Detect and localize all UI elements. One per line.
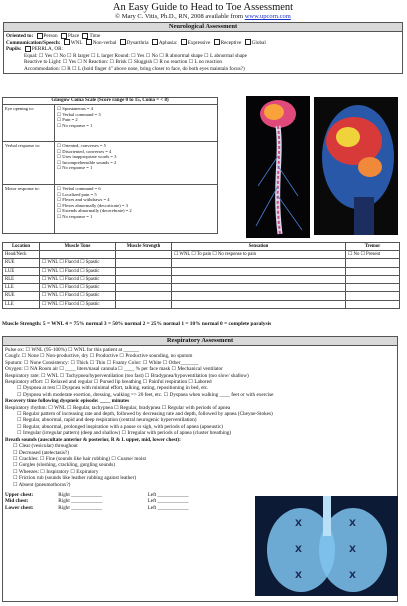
resp-line[interactable]: ☐ Regular pattern of increasing rate and depth, followed by decreasing rate and depth, followed by apnea (Cheyne-Stokes): [17, 411, 273, 418]
chest-right-field[interactable]: Right ____________: [58, 498, 103, 505]
pupils-option: PERRLA, OR:: [31, 46, 64, 53]
resp-line[interactable]: Recovery time following dyspneic episode: ____ minutes: [5, 398, 130, 405]
gcs-option[interactable]: ☐ Oriented, converses = 5: [57, 143, 106, 148]
page-title: An Easy Guide to Head to Toe Assessment: [112, 2, 294, 13]
gcs-options: [55, 105, 217, 142]
equal-row[interactable]: Equal: ☐ Yes ☐ No ☐ R larger ☐ L larger Round: ☐ Yes ☐ No ☐ R abnormal shape ☐ L abnormal shape: [24, 52, 247, 59]
gcs-label: Eye opening to:: [3, 105, 55, 142]
checkbox[interactable]: [25, 46, 31, 52]
checkbox[interactable]: [86, 39, 92, 45]
checkbox[interactable]: [82, 33, 88, 39]
gcs-option[interactable]: ☐ No response = 1: [57, 213, 93, 219]
chest-right-field[interactable]: Right ____________: [58, 504, 103, 511]
strength-cell[interactable]: [116, 276, 172, 284]
location-cell: LLE: [3, 301, 40, 308]
resp-line[interactable]: ☐ Decreased (atelectasis?): [13, 449, 69, 456]
strength-cell[interactable]: [116, 259, 172, 267]
comm-option: Non-verbal: [92, 39, 117, 46]
gcs-options: [55, 185, 217, 233]
website-link[interactable]: www.upcorn.com: [244, 13, 291, 20]
tremor-cell[interactable]: [346, 284, 399, 292]
tone-cell[interactable]: ☐ WNL ☐ Flaccid ☐ Spastic: [40, 292, 116, 300]
comm-label: Communication/Speech:: [6, 39, 61, 46]
svg-text:X: X: [349, 545, 356, 555]
chest-label: Lower chest:: [5, 504, 34, 511]
byline-text: © Mary C. Vitis, Ph.D., RN, 2008 available from: [115, 13, 244, 20]
strength-cell[interactable]: [116, 251, 172, 259]
resp-line[interactable]: ☐ Regular, abnormal, rapid and deep respiration (central neurogenic hyperventilation): [17, 417, 197, 424]
sensation-cell[interactable]: [172, 284, 346, 292]
column-header: Tremor: [346, 243, 399, 251]
tremor-cell[interactable]: [346, 301, 399, 308]
tone-cell[interactable]: ☐ WNL ☐ Flaccid ☐ Spastic: [40, 276, 116, 284]
gcs-option[interactable]: ☐ Localized pain = 5: [57, 191, 97, 197]
chest-left-field[interactable]: Left ____________: [147, 491, 189, 498]
tone-cell[interactable]: ☐ WNL ☐ Flaccid ☐ Spastic: [40, 284, 116, 292]
resp-line[interactable]: ☐ Dyspnea with moderate exertion, dressing, walking => 20 feet, etc. ☐ Dyspnea when walking ____ feet or with exercise: [17, 391, 274, 398]
checkbox[interactable]: [245, 39, 251, 45]
comm-option: Global: [251, 39, 266, 46]
location-cell: LLE: [3, 284, 40, 292]
sensation-cell[interactable]: [172, 292, 346, 300]
neuro-heading: Neurological Assessment: [3, 22, 403, 32]
sensation-cell[interactable]: [172, 268, 346, 276]
tremor-cell[interactable]: [346, 292, 399, 300]
resp-line[interactable]: ☐ Irregular (irregular pattern) (deep and shallow) ☐ Irregular with periods of apnea (cluster breathing): [17, 430, 232, 437]
column-header: Location: [3, 243, 40, 251]
tone-cell[interactable]: ☐ WNL ☐ Flaccid ☐ Spastic: [40, 268, 116, 276]
strength-cell[interactable]: [116, 301, 172, 308]
chest-label: Mid chest:: [5, 498, 29, 505]
resp-line[interactable]: ☐ Crackles: ☐ Fine (sounds like hair rubbing) ☐ Coarse/ moist: [13, 455, 146, 462]
resp-line[interactable]: ☐ Regular, abnormal, prolonged inspiration with a pause or sigh, with periods of apnea (apneustic): [17, 423, 223, 430]
checkbox[interactable]: [152, 39, 158, 45]
resp-line[interactable]: Sputum: ☐ None Consistency: ☐ Thick ☐ Thin ☐ Foamy Color: ☐ White ☐ Other_______: [5, 359, 199, 366]
resp-heading: Respiratory Assessment: [2, 336, 398, 346]
lungs-image: [255, 496, 398, 596]
column-header: Sensation: [172, 243, 346, 251]
tremor-cell[interactable]: [346, 268, 399, 276]
sensation-cell[interactable]: ☐ WNL ☐ To pain ☐ No response to pain: [172, 251, 346, 259]
location-cell: RLE: [3, 276, 40, 284]
resp-line[interactable]: ☐ Wheezes: ☐ Inspiratory ☐ Expiratory: [13, 468, 99, 475]
svg-text:X: X: [295, 545, 302, 555]
gcs-option[interactable]: ☐ Extends abnormally (decerebrate) = 2: [57, 208, 132, 214]
tremor-cell[interactable]: [346, 259, 399, 267]
muscle-tone-table: [2, 242, 400, 309]
chest-label: Upper chest:: [5, 491, 34, 498]
gcs-option[interactable]: ☐ No response = 1: [57, 165, 93, 171]
resp-line[interactable]: Respiratory effort: ☐ Relaxed and regular ☐ Pursed lip breathing ☐ Painful respiration ☐ Labored: [5, 379, 212, 386]
resp-line[interactable]: Respiratory rhythm: ☐ WNL ☐ Regular, tachypnea ☐ Regular, bradypnea ☐ Regular with periods of apnea: [5, 404, 231, 411]
gcs-options: [55, 142, 217, 185]
svg-text:X: X: [349, 571, 356, 581]
strength-cell[interactable]: [116, 268, 172, 276]
comm-option: WNL: [70, 39, 83, 46]
reactive-row[interactable]: Reactive to Light: ☐ Yes ☐ N Reaction: ☐ Brisk ☐ Sluggish ☐ R no reaction ☐ L no reaction: [24, 59, 223, 66]
comm-option: Aphasia:: [158, 39, 178, 46]
resp-line[interactable]: Cough: ☐ None ☐ Non-productive, dry ☐ Productive ☐ Productive sounding, no sputum: [5, 353, 193, 360]
chest-left-field[interactable]: Left ____________: [147, 504, 189, 511]
comm-option: Dysarthria: [126, 39, 149, 46]
gcs-option[interactable]: ☐ Disoriented, converses = 4: [57, 148, 112, 154]
checkbox[interactable]: [37, 33, 43, 39]
tone-cell[interactable]: [40, 251, 116, 259]
column-header: Muscle Strength: [116, 243, 172, 251]
sensation-cell[interactable]: [172, 301, 346, 308]
gcs-option[interactable]: ☐ Incomprehensible sounds = 2: [57, 159, 117, 165]
strength-cell[interactable]: [116, 292, 172, 300]
checkbox[interactable]: [61, 33, 67, 39]
sensation-cell[interactable]: [172, 259, 346, 267]
tremor-cell[interactable]: ☐ No ☐ Present: [346, 251, 399, 259]
checkbox[interactable]: [120, 39, 126, 45]
muscle-strength-scale: Muscle Strength: 5 = WNL 4 = 75% normal 3 = 50% normal 2 = 25% normal 1 = 10% normal 0 = complete paralysis: [2, 321, 272, 327]
checkbox[interactable]: [214, 39, 220, 45]
oriented-option: Place: [67, 33, 80, 40]
resp-line[interactable]: Respiratory rate: ☐ WNL ☐ Tachypnea/hyperventilation (too fast) ☐ Bradypnea/hypoventilation (too slow/ shallow): [5, 372, 249, 379]
location-cell: Head/Neck: [3, 251, 40, 259]
oriented-label: Oriented to:: [6, 33, 34, 40]
gcs-title: Glasgow Coma Scale (Score range 0 to 15, Coma = < 8): [3, 98, 217, 105]
svg-text:X: X: [295, 571, 302, 581]
resp-line[interactable]: Pulse ox: ☐ WNL (95-100%) ☐ WNL for this patient at ______: [5, 347, 139, 353]
tremor-cell[interactable]: [346, 276, 399, 284]
gcs-option[interactable]: ☐ Uses inappropriate words = 3: [57, 154, 117, 160]
location-cell: RUE: [3, 292, 40, 300]
svg-text:X: X: [295, 519, 302, 529]
gcs-option[interactable]: ☐ Flexes and withdraws = 4: [57, 197, 110, 203]
chest-left-field[interactable]: Left ____________: [147, 498, 189, 505]
pupils-label: Pupils:: [6, 46, 22, 53]
oriented-option: Person: [43, 33, 58, 40]
accommodation-row[interactable]: Accommodation: ☐ R ☐ L (hold finger 4" above nose, bring closer to face, do both eyes maintain focus?): [24, 65, 245, 72]
resp-line[interactable]: ☐ Clear (vesicular) throughout: [13, 443, 78, 450]
gcs-option[interactable]: ☐ Pain = 2: [57, 117, 78, 123]
location-cell: LUE: [3, 268, 40, 276]
resp-line[interactable]: ☐ Dyspnea at rest ☐ Dyspnea with minimal effort, talking, eating, repositioning in bed, etc.: [17, 385, 209, 392]
chest-right-field[interactable]: Right ____________: [58, 491, 103, 498]
spine-image: [246, 96, 310, 238]
gcs-option[interactable]: ☐ Flexes abnormally (decorticate) = 3: [57, 202, 128, 208]
resp-line: Breath sounds (auscultate anterior & posterior, R & L upper, mid, lower chest):: [5, 436, 181, 443]
location-cell: RUE: [3, 259, 40, 267]
comm-option: Receptive: [220, 39, 242, 46]
resp-line[interactable]: ☐ Gurgles (sloshing, crackling, gurgling sounds): [13, 462, 116, 469]
checkbox[interactable]: [64, 39, 70, 45]
tone-cell[interactable]: ☐ WNL ☐ Flaccid ☐ Spastic: [40, 259, 116, 267]
oriented-option: Time: [89, 33, 101, 40]
svg-text:X: X: [349, 519, 356, 529]
gcs-label: Verbal response to:: [3, 142, 55, 185]
byline: [3, 13, 403, 20]
resp-line[interactable]: Oxygen: ☐ NA Room air ☐ ____ liters/nasal cannula ☐ ____ % per face mask ☐ Mechanical ventilator: [5, 366, 223, 373]
gcs-label: Motor response to:: [3, 185, 55, 233]
strength-cell[interactable]: [116, 284, 172, 292]
gcs-option[interactable]: ☐ Spontaneous = 4: [57, 106, 93, 111]
tone-cell[interactable]: ☐ WNL ☐ Flaccid ☐ Spastic: [40, 301, 116, 308]
column-header: Muscle Tone: [40, 243, 116, 251]
comm-option: Expressive: [187, 39, 211, 46]
pupils-row: [6, 46, 400, 53]
brain-image: [314, 97, 398, 235]
sensation-cell[interactable]: [172, 276, 346, 284]
resp-line[interactable]: ☐ Absent (pneumothorax?): [13, 481, 71, 488]
comm-row: [6, 40, 400, 47]
glasgow-coma-scale: [2, 97, 218, 234]
resp-line[interactable]: ☐ Friction rub (sounds like leather rubbing against leather): [13, 475, 137, 482]
gcs-option[interactable]: ☐ No response = 1: [57, 122, 93, 128]
checkbox[interactable]: [181, 39, 187, 45]
gcs-option[interactable]: ☐ Verbal command = 6: [57, 186, 101, 191]
gcs-option[interactable]: ☐ Verbal command = 3: [57, 111, 101, 117]
